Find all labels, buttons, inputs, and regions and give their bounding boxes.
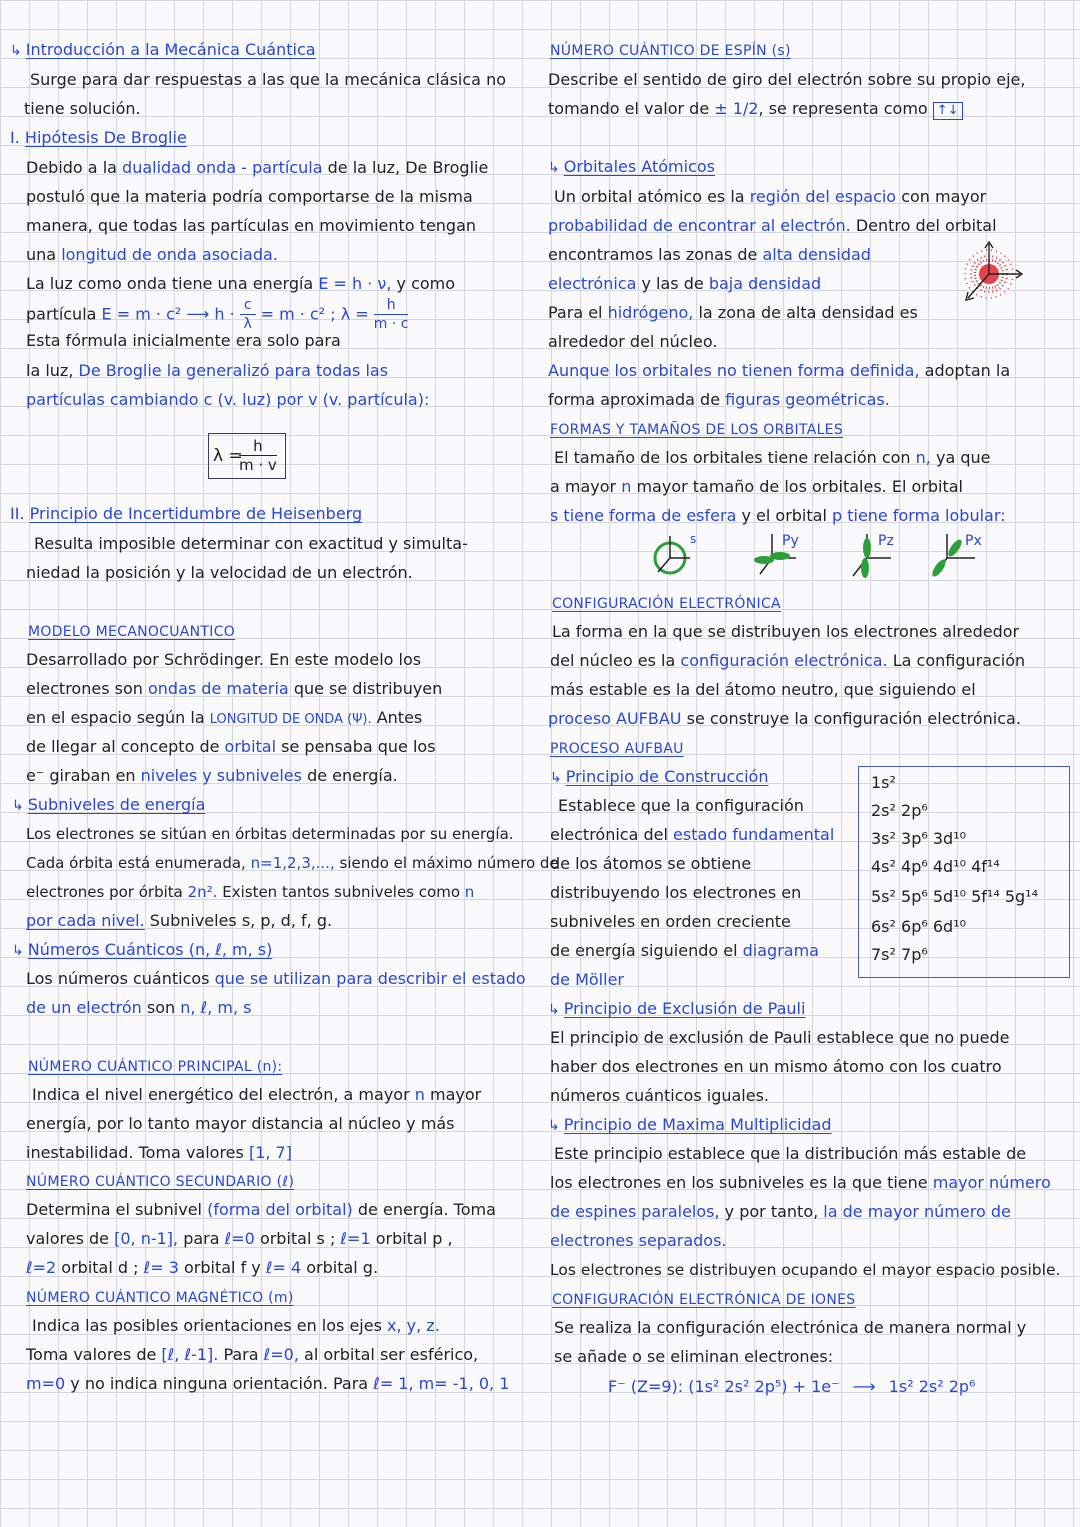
highlight: baja densidad [708, 274, 822, 293]
body-line [548, 244, 871, 266]
highlight: [0, n-1], [114, 1229, 179, 1248]
highlight: c (v. luz) por v (v. partícula): [203, 390, 430, 409]
body-line [548, 360, 1010, 382]
body-line [550, 476, 963, 498]
text: orbital g. [306, 1258, 379, 1277]
aufbau-heading [550, 737, 684, 760]
highlight: ℓ=1 [340, 1229, 371, 1248]
heading-text: Principio de Construcción [565, 767, 769, 786]
body-line: números cuánticos iguales. [550, 1086, 770, 1105]
body-line: Los electrones se distribuyen ocupando el mayor espacio posible. [550, 1261, 1061, 1279]
spin-arrows-icon: ↑↓ [933, 102, 963, 120]
highlight: ℓ=0 [224, 1229, 255, 1248]
np-heading [28, 1055, 282, 1078]
text: Debido a la [26, 158, 117, 177]
text: mayor [429, 1085, 482, 1104]
aufbau-row: 1s² [871, 773, 896, 792]
body-line [26, 389, 429, 411]
text: la zona de alta densidad es [698, 303, 918, 322]
bullet-arrow-icon: ↳ [548, 1118, 560, 1134]
intro-text: tiene solución. [24, 99, 141, 118]
text: Indica las posibles orientaciones en los ejes [32, 1316, 382, 1335]
text: El tamaño de los orbitales tiene relación con [554, 448, 911, 467]
intro-title: Introducción a la Mecánica Cuántica [25, 40, 316, 59]
text: Cada órbita está enumerada, [26, 854, 246, 872]
text: Dentro del orbital [855, 216, 997, 235]
body-line: de Möller [550, 970, 624, 989]
pauli-heading [548, 998, 805, 1021]
text: Existen tantos subniveles como [222, 883, 460, 901]
construccion-heading [550, 766, 768, 789]
heading-text: Orbitales Atómicos [563, 157, 715, 176]
denominator: m · v [239, 456, 277, 474]
highlight: x, y, z. [387, 1316, 440, 1335]
highlight: ondas de materia [147, 679, 289, 698]
heading-text: CONFIGURACIÓN ELECTRÓNICA DE IONES [552, 1292, 856, 1308]
body-line: Describe el sentido de giro del electrón sobre su propio eje, [548, 70, 1026, 89]
body-line [32, 1315, 440, 1337]
text: orbital d ; [61, 1258, 139, 1277]
heading-text: Números Cuánticos (n, ℓ, m, s) [27, 940, 273, 959]
body-line [26, 968, 526, 990]
body-line [26, 910, 332, 932]
text: Toma valores de [26, 1345, 157, 1364]
highlight: n [621, 477, 632, 496]
text: partícula [26, 304, 97, 324]
heading-text: MODELO MECANOCUANTICO [28, 624, 236, 640]
section-2-heading [10, 503, 362, 525]
text: Los números cuánticos [26, 969, 210, 988]
text: Determina el subnivel [26, 1200, 202, 1219]
text: La luz como onda tiene una energía [26, 274, 314, 293]
body-line: alrededor del núcleo. [548, 332, 718, 351]
text: la luz, [26, 361, 74, 380]
body-line [26, 765, 398, 787]
denominator: λ [243, 316, 252, 332]
formula: h · [214, 304, 235, 324]
body-line [550, 650, 1025, 672]
highlight: [ℓ, ℓ-1]. [161, 1345, 219, 1364]
body-line: se añade o se eliminan electrones: [554, 1347, 834, 1366]
highlight: Aunque los orbitales no tienen forma definida, [548, 361, 920, 380]
body-line [26, 1142, 292, 1164]
text: de energía. [307, 766, 398, 785]
text: giraban en [49, 766, 136, 785]
body-line [26, 707, 422, 731]
text: electrónica del [550, 825, 668, 844]
text: orbital f y [183, 1258, 261, 1277]
intro-text: Surge para dar respuestas a las que la mecánica clásica no [30, 70, 506, 89]
text: siendo el máximo número de [339, 854, 559, 872]
heading-text: PROCESO AUFBAU [550, 741, 684, 757]
text: de la luz, De Broglie [327, 158, 489, 177]
highlight: estado fundamental [673, 825, 835, 844]
body-line [26, 649, 421, 671]
highlight: probabilidad de encontrar al electrón. [548, 216, 851, 235]
body-line: Esta fórmula inicialmente era solo para [26, 331, 341, 350]
heading-text: NÚMERO CUÁNTICO PRINCIPAL (n): [28, 1059, 283, 1075]
fraction [240, 296, 256, 333]
highlight: n [414, 1085, 425, 1104]
section-title: Principio de Incertidumbre de Heisenberg [29, 504, 363, 523]
fraction [374, 296, 409, 333]
bullet-arrow-icon: ↳ [548, 1002, 560, 1018]
text: una [26, 245, 57, 264]
highlight: de espines paralelos, [550, 1202, 720, 1221]
highlight: alta densidad [762, 245, 871, 264]
text: La configuración [892, 651, 1026, 670]
text: , se representa como [758, 99, 928, 118]
body-line: El principio de exclusión de Pauli establece que no puede [550, 1028, 1010, 1047]
text: En este modelo los [269, 650, 422, 669]
aufbau-row: 4s² 4p⁶ 4d¹⁰ 4f¹⁴ [871, 857, 1000, 876]
heading-text: CONFIGURACIÓN ELECTRÓNICA [552, 596, 781, 612]
body-line: subniveles en orden creciente [550, 912, 791, 931]
spin-heading [550, 39, 791, 62]
text: se pensaba que los [281, 737, 436, 756]
body-line [548, 708, 1021, 730]
highlight: (forma del orbital) [207, 1200, 353, 1219]
highlight: la de mayor número de [823, 1202, 1011, 1221]
formula-lhs: λ = [213, 446, 243, 466]
highlight: que se utilizan para describir el estado [214, 969, 526, 988]
text: los electrones en los subniveles es la que tiene [550, 1173, 928, 1192]
bullet-arrow-icon: ↳ [550, 770, 562, 786]
body-line [26, 360, 388, 382]
text: Para [223, 1345, 259, 1364]
highlight: partículas cambiando [26, 390, 199, 409]
arrow-icon: ⟶ [186, 304, 210, 324]
text: adoptan la [924, 361, 1011, 380]
px-orbital-label: Px [965, 533, 982, 549]
body-line [548, 273, 821, 295]
aufbau-row: 2s² 2p⁶ [871, 801, 928, 820]
aufbau-row: 3s² 3p⁶ 3d¹⁰ [871, 829, 967, 848]
mm-heading [28, 620, 235, 643]
text: tomando el valor de [548, 99, 710, 118]
highlight: p tiene forma lobular: [831, 506, 1006, 525]
text: orbital p , [375, 1229, 453, 1248]
de-broglie-formula-box [208, 433, 286, 479]
text: Para el [548, 303, 603, 322]
highlight: por cada nivel. [26, 911, 145, 930]
highlight: ℓ= 1, m= -1, 0, 1 [373, 1374, 510, 1393]
highlight: ℓ=0, [263, 1345, 299, 1364]
s-orbital-icon [648, 530, 708, 580]
aufbau-diagram-box [858, 766, 1070, 978]
highlight: ℓ=2 [26, 1258, 57, 1277]
bullet-arrow-icon: ↳ [548, 160, 560, 176]
body-line: haber dos electrones en un mismo átomo con los cuatro [550, 1057, 1002, 1076]
text: Antes [376, 708, 423, 727]
highlight: De Broglie la generalizó para todas las [78, 361, 389, 380]
body-line: Los electrones se sitúan en órbitas determinadas por su energía. [26, 825, 514, 843]
text: y las de [641, 274, 704, 293]
highlight: de un electrón [26, 998, 142, 1017]
multiplicidad-heading [548, 1114, 832, 1137]
highlight: m=0 [26, 1374, 66, 1393]
highlight: proceso AUFBAU [548, 709, 682, 728]
text: Indica el nivel energético del electrón, a mayor [32, 1085, 410, 1104]
highlight: 2n². [187, 883, 218, 901]
aufbau-row: 5s² 5p⁶ 5d¹⁰ 5f¹⁴ 5g¹⁴ [871, 887, 1038, 906]
text: ya que [935, 448, 991, 467]
highlight: ℓ= 3 [143, 1258, 179, 1277]
highlight: longitud de onda asociada. [61, 245, 278, 264]
body-line: Se realiza la configuración electrónica de manera normal y [554, 1318, 1027, 1337]
highlight: n [464, 883, 475, 901]
arrow-icon: ⟶ [852, 1377, 876, 1396]
bullet-arrow-icon: ↳ [12, 943, 24, 959]
text: de energía. Toma [357, 1200, 496, 1219]
text: mayor tamaño de los orbitales. El orbital [636, 477, 963, 496]
hydrogen-density-icon [956, 238, 1026, 308]
body-line [26, 1199, 496, 1221]
text: y no indica ninguna orientación. Para [70, 1374, 369, 1393]
text: Un orbital atómico es la [554, 187, 745, 206]
body-line [548, 389, 890, 411]
highlight: región del espacio [749, 187, 897, 206]
section-title: Hipótesis De Broglie [24, 128, 187, 147]
nm-heading [26, 1286, 294, 1309]
text: inestabilidad. Toma valores [26, 1143, 244, 1162]
numerator: h [374, 296, 409, 315]
formula: E = h · ν, [318, 274, 392, 293]
text: de energía siguiendo el [550, 941, 738, 960]
text: y por tanto, [724, 1202, 819, 1221]
text: forma aproximada de [548, 390, 721, 409]
highlight: ± 1/2 [714, 99, 759, 118]
ion-example [608, 1376, 975, 1398]
text: de llegar al concepto de [26, 737, 220, 756]
body-line: energía, por lo tanto mayor distancia al núcleo y más [26, 1114, 455, 1133]
highlight: orbital [224, 737, 277, 756]
body-line [550, 824, 834, 846]
numeros-cuanticos-heading [12, 939, 272, 962]
heading-text: Subniveles de energía [27, 795, 206, 814]
body-line: distribuyendo los electrones en [550, 883, 802, 902]
ce-heading [552, 592, 781, 615]
body-line [554, 447, 990, 469]
body-line [26, 1257, 378, 1279]
body-line [550, 1172, 1051, 1194]
body-line [548, 302, 918, 324]
body-line: más estable es la del átomo neutro, que siguiendo el [550, 680, 976, 699]
body-line: manera, que todas las partículas en movimiento tengan [26, 216, 477, 235]
section-number: II. [10, 504, 25, 523]
highlight: n, ℓ, m, s [180, 998, 252, 1017]
body-line [550, 1201, 1011, 1223]
body-line [26, 1344, 478, 1366]
body-line [26, 678, 442, 700]
s-orbital-label: s [690, 532, 697, 546]
highlight: configuración electrónica. [680, 651, 888, 670]
body-line [26, 1228, 453, 1250]
section-1-heading [10, 127, 187, 149]
text: Schrödinger. [163, 650, 265, 669]
text: para [183, 1229, 220, 1248]
text: electrones son [26, 679, 143, 698]
denominator: m · c [373, 316, 409, 332]
body-line: Resulta imposible determinar con exactitud y simulta- [34, 534, 468, 553]
heading-text: NÚMERO CUÁNTICO MAGNÉTICO (m) [26, 1290, 294, 1306]
body-line [26, 997, 251, 1019]
body-line: Este principio establece que la distribución más estable de [554, 1144, 1027, 1163]
body-line [548, 98, 963, 120]
body-line [548, 215, 997, 237]
text: electrones por órbita [26, 883, 183, 901]
body-line [26, 852, 559, 874]
pz-orbital-label: Pz [878, 533, 894, 549]
orbitales-heading [548, 156, 715, 179]
numerator: h [239, 437, 277, 456]
aufbau-row: 7s² 7p⁶ [871, 945, 928, 964]
body-line: Establece que la configuración [558, 796, 804, 815]
highlight: diagrama [742, 941, 819, 960]
highlight: dualidad onda - partícula [122, 158, 323, 177]
body-line [32, 1084, 481, 1106]
heading-text: NÚMERO CUÁNTICO DE ESPÍN (s) [550, 43, 791, 59]
text: son [146, 998, 176, 1017]
formula: E = m · c² [101, 304, 182, 324]
text: y como [396, 274, 456, 293]
intro-heading [10, 39, 316, 62]
text: valores de [26, 1229, 109, 1248]
text: 1s² 2s² 2p⁶ [888, 1377, 976, 1396]
highlight: [1, 7] [248, 1143, 292, 1162]
text: F⁻ (Z=9): (1s² 2s² 2p⁵) + 1e⁻ [608, 1377, 840, 1396]
body-line [26, 157, 488, 179]
body-line: La forma en la que se distribuyen los electrones alrededor [552, 622, 1020, 641]
iones-heading [552, 1288, 855, 1311]
ns-heading [26, 1170, 294, 1193]
body-line [554, 186, 986, 208]
highlight: mayor número [932, 1173, 1051, 1192]
text: con mayor [901, 187, 987, 206]
text: Desarrollado por [26, 650, 159, 669]
body-line: electrones separados. [550, 1231, 727, 1250]
body-line: postuló que la materia podría comportarse de la misma [26, 187, 473, 206]
text: del núcleo es la [550, 651, 676, 670]
heading-text: Principio de Exclusión de Pauli [563, 999, 806, 1018]
formula-line [26, 296, 408, 333]
body-line [26, 244, 278, 266]
body-line: de los átomos se obtiene [550, 854, 752, 873]
highlight: ℓ= 4 [265, 1258, 302, 1277]
highlight: figuras geométricas. [725, 390, 890, 409]
text: y el orbital [741, 506, 827, 525]
body-line [550, 505, 1006, 527]
highlight: electrónica [548, 274, 637, 293]
heading-text: NÚMERO CUÁNTICO SECUNDARIO (ℓ) [26, 1174, 295, 1190]
py-orbital-label: Py [782, 533, 799, 549]
body-line [26, 881, 474, 903]
text: al orbital ser esférico, [304, 1345, 479, 1364]
bullet-arrow-icon: ↳ [10, 43, 22, 59]
section-number: I. [10, 128, 20, 147]
highlight: n, [915, 448, 931, 467]
body-line [26, 273, 455, 295]
text: a mayor [550, 477, 617, 496]
body-line: niedad la posición y la velocidad de un electrón. [26, 563, 413, 582]
highlight: s tiene forma de esfera [550, 506, 737, 525]
text: orbital s ; [259, 1229, 336, 1248]
aufbau-row: 6s² 6p⁶ 6d¹⁰ [871, 917, 967, 936]
subniveles-heading [12, 794, 205, 817]
fraction [239, 437, 277, 474]
body-line [26, 736, 436, 758]
numerator: c [240, 296, 256, 315]
heading-text: FORMAS Y TAMAÑOS DE LOS ORBITALES [550, 422, 844, 438]
bullet-arrow-icon: ↳ [12, 798, 24, 814]
text: e⁻ [26, 766, 45, 785]
body-line [26, 1373, 509, 1395]
text: Subniveles s, p, d, f, g. [149, 911, 333, 930]
highlight: LONGITUD DE ONDA (Ψ). [209, 712, 372, 727]
heading-text: Principio de Maxima Multiplicidad [563, 1115, 832, 1134]
highlight: niveles y subniveles [140, 766, 302, 785]
text: que se distribuyen [293, 679, 443, 698]
body-line [550, 940, 819, 962]
highlight: n=1,2,3,..., [250, 854, 335, 872]
formas-heading [550, 418, 843, 441]
text: encontramos las zonas de [548, 245, 758, 264]
highlight: hidrógeno, [607, 303, 694, 322]
text: se construye la configuración electrónica. [686, 709, 1021, 728]
text: en el espacio según la [26, 708, 205, 727]
formula: = m · c² ; λ = [260, 304, 369, 324]
